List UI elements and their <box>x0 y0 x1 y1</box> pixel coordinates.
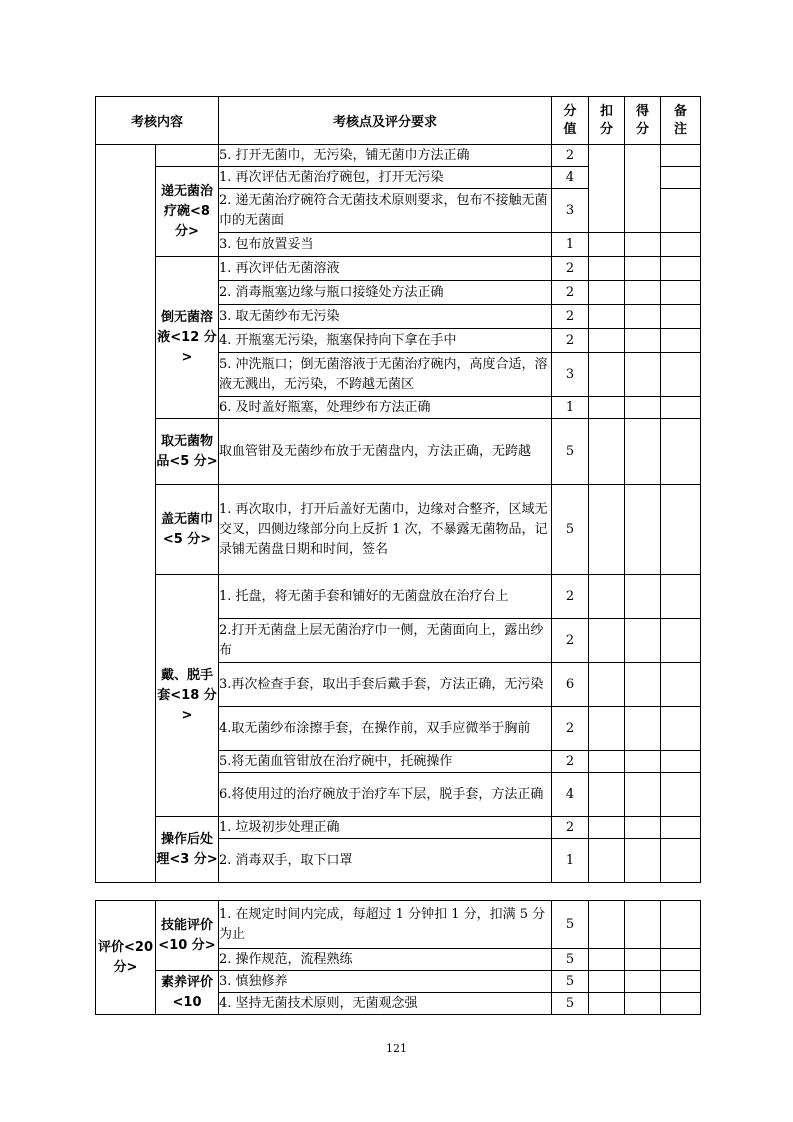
deduct-cell <box>589 619 625 663</box>
note-cell <box>661 663 701 707</box>
requirement-cell: 4. 坚持无菌技术原则，无菌观念强 <box>219 993 552 1015</box>
deduct-cell <box>589 707 625 751</box>
deduct-cell <box>589 419 625 485</box>
table-row <box>96 901 701 949</box>
got-cell <box>625 397 661 419</box>
got-cell <box>625 751 661 773</box>
header-deduct: 扣分 <box>589 97 625 145</box>
table-row <box>96 145 701 167</box>
note-cell <box>661 619 701 663</box>
got-cell <box>625 707 661 751</box>
score-cell: 2 <box>552 751 589 773</box>
deduct-cell <box>589 817 625 839</box>
table-row <box>96 971 701 993</box>
deduct-cell <box>589 751 625 773</box>
note-cell <box>661 949 701 971</box>
note-cell <box>661 817 701 839</box>
requirement-cell: 6. 及时盖好瓶塞，处理纱布方法正确 <box>219 397 552 419</box>
header-note: 备注 <box>661 97 701 145</box>
section-label: 盖无菌巾<5 分> <box>156 485 219 575</box>
section-label: 取无菌物品<5 分> <box>156 419 219 485</box>
requirement-cell: 3.再次检查手套，取出手套后戴手套，方法正确，无污染 <box>219 663 552 707</box>
note-cell <box>661 397 701 419</box>
note-cell <box>661 189 701 233</box>
got-cell <box>625 993 661 1015</box>
requirement-cell: 1. 在规定时间内完成，每超过 1 分钟扣 1 分，扣满 5 分为止 <box>219 901 552 949</box>
table-row <box>96 257 701 281</box>
got-cell <box>625 305 661 329</box>
deduct-cell <box>589 353 625 397</box>
score-cell: 2 <box>552 329 589 353</box>
note-cell <box>661 707 701 751</box>
header-content: 考核内容 <box>96 97 219 145</box>
score-cell: 2 <box>552 305 589 329</box>
note-cell <box>661 993 701 1015</box>
score-cell: 3 <box>552 353 589 397</box>
page-number: 121 <box>386 1042 407 1055</box>
deduct-cell <box>589 233 625 257</box>
requirement-cell: 2. 递无菌治疗碗符合无菌技术原则要求，包布不接触无菌巾的无菌面 <box>219 189 552 233</box>
note-cell <box>661 353 701 397</box>
group-label: 评价<20 分> <box>96 901 156 1015</box>
requirement-cell: 1. 垃圾初步处理正确 <box>219 817 552 839</box>
group-cell-blank <box>96 145 156 883</box>
header-got: 得分 <box>625 97 661 145</box>
note-cell <box>661 167 701 189</box>
deduct-cell <box>589 257 625 281</box>
score-cell: 6 <box>552 663 589 707</box>
got-cell <box>625 485 661 575</box>
requirement-cell: 取血管钳及无菌纱布放于无菌盘内，方法正确，无跨越 <box>219 419 552 485</box>
score-cell: 4 <box>552 167 589 189</box>
note-cell <box>661 751 701 773</box>
score-cell: 5 <box>552 419 589 485</box>
header-row <box>96 97 701 145</box>
got-cell <box>625 949 661 971</box>
score-cell: 1 <box>552 397 589 419</box>
requirement-cell: 3. 慎独修养 <box>219 971 552 993</box>
score-cell: 5 <box>552 901 589 949</box>
section-label: 素养评价<10 <box>156 971 219 1015</box>
deduct-cell <box>589 305 625 329</box>
note-cell <box>661 839 701 883</box>
deduct-cell <box>589 145 625 233</box>
score-cell: 2 <box>552 281 589 305</box>
score-cell: 1 <box>552 233 589 257</box>
got-cell <box>625 817 661 839</box>
requirement-cell: 5.将无菌血管钳放在治疗碗中，托碗操作 <box>219 751 552 773</box>
got-cell <box>625 257 661 281</box>
score-cell: 2 <box>552 707 589 751</box>
got-cell <box>625 619 661 663</box>
deduct-cell <box>589 663 625 707</box>
table-row <box>96 817 701 839</box>
deduct-cell <box>589 281 625 305</box>
requirement-cell: 3. 取无菌纱布无污染 <box>219 305 552 329</box>
got-cell <box>625 145 661 233</box>
score-cell: 2 <box>552 145 589 167</box>
requirement-cell: 5. 打开无菌巾，无污染，铺无菌巾方法正确 <box>219 145 552 167</box>
requirement-cell: 1. 再次评估无菌溶液 <box>219 257 552 281</box>
section-label: 戴、脱手套<18 分> <box>156 575 219 817</box>
requirement-cell: 4. 开瓶塞无污染，瓶塞保持向下拿在手中 <box>219 329 552 353</box>
score-cell: 5 <box>552 485 589 575</box>
deduct-cell <box>589 329 625 353</box>
score-cell: 2 <box>552 817 589 839</box>
note-cell <box>661 901 701 949</box>
note-cell <box>661 971 701 993</box>
score-cell: 4 <box>552 773 589 817</box>
table-row <box>96 485 701 575</box>
score-cell: 5 <box>552 993 589 1015</box>
section-label: 技能评价<10 分> <box>156 901 219 971</box>
requirement-cell: 2. 操作规范，流程熟练 <box>219 949 552 971</box>
note-cell <box>661 257 701 281</box>
table-row <box>96 419 701 485</box>
got-cell <box>625 839 661 883</box>
note-cell <box>661 305 701 329</box>
note-cell <box>661 329 701 353</box>
score-cell: 1 <box>552 839 589 883</box>
got-cell <box>625 419 661 485</box>
requirement-cell: 1. 托盘，将无菌手套和铺好的无菌盘放在治疗台上 <box>219 575 552 619</box>
section-cell-blank <box>156 145 219 167</box>
header-points: 考核点及评分要求 <box>219 97 552 145</box>
note-cell <box>661 233 701 257</box>
note-cell <box>661 485 701 575</box>
scoring-table <box>95 96 701 883</box>
requirement-cell: 2. 消毒瓶塞边缘与瓶口接缝处方法正确 <box>219 281 552 305</box>
note-cell <box>661 773 701 817</box>
header-score: 分值 <box>552 97 589 145</box>
note-cell <box>661 575 701 619</box>
deduct-cell <box>589 949 625 971</box>
score-cell: 3 <box>552 189 589 233</box>
note-cell <box>661 145 701 167</box>
got-cell <box>625 773 661 817</box>
requirement-cell: 4.取无菌纱布涂擦手套，在操作前，双手应微举于胸前 <box>219 707 552 751</box>
evaluation-table <box>95 900 701 1015</box>
got-cell <box>625 575 661 619</box>
got-cell <box>625 971 661 993</box>
deduct-cell <box>589 971 625 993</box>
deduct-cell <box>589 485 625 575</box>
deduct-cell <box>589 993 625 1015</box>
score-cell: 2 <box>552 257 589 281</box>
score-cell: 2 <box>552 575 589 619</box>
requirement-cell: 2. 消毒双手，取下口罩 <box>219 839 552 883</box>
deduct-cell <box>589 901 625 949</box>
section-label: 递无菌治疗碗<8 分> <box>156 167 219 257</box>
note-cell <box>661 419 701 485</box>
table-row <box>96 575 701 619</box>
section-label: 操作后处理<3 分> <box>156 817 219 883</box>
deduct-cell <box>589 773 625 817</box>
requirement-cell: 1. 再次取巾，打开后盖好无菌巾，边缘对合整齐，区域无交叉，四侧边缘部分向上反折 1 次，不暴露无菌物品，记录铺无菌盘日期和时间，签名 <box>219 485 552 575</box>
got-cell <box>625 233 661 257</box>
score-cell: 5 <box>552 949 589 971</box>
deduct-cell <box>589 839 625 883</box>
requirement-cell: 6.将使用过的治疗碗放于治疗车下层，脱手套，方法正确 <box>219 773 552 817</box>
got-cell <box>625 663 661 707</box>
section-label: 倒无菌溶液<12 分> <box>156 257 219 419</box>
requirement-cell: 2.打开无菌盘上层无菌治疗巾一侧，无菌面向上，露出纱布 <box>219 619 552 663</box>
requirement-cell: 3. 包布放置妥当 <box>219 233 552 257</box>
got-cell <box>625 281 661 305</box>
deduct-cell <box>589 397 625 419</box>
got-cell <box>625 353 661 397</box>
requirement-cell: 5. 冲洗瓶口；倒无菌溶液于无菌治疗碗内，高度合适，溶液无溅出，无污染，不跨越无菌区 <box>219 353 552 397</box>
got-cell <box>625 901 661 949</box>
got-cell <box>625 329 661 353</box>
note-cell <box>661 281 701 305</box>
score-cell: 2 <box>552 619 589 663</box>
requirement-cell: 1. 再次评估无菌治疗碗包，打开无污染 <box>219 167 552 189</box>
deduct-cell <box>589 575 625 619</box>
score-cell: 5 <box>552 971 589 993</box>
